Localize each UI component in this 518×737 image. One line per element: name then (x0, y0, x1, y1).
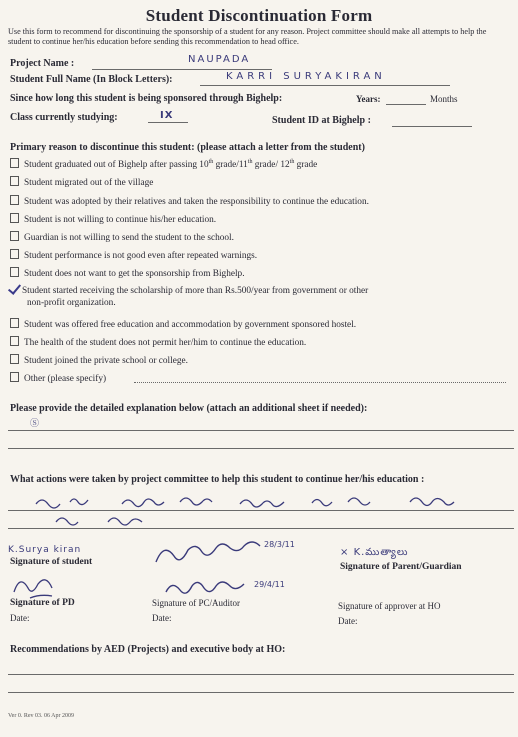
actions-label: What actions were taken by project committee to help this student to continue her/his education : (10, 474, 425, 485)
reason-option[interactable]: Student graduated out of Bighelp after passing 10th grade/11th grade/ 12th grade (10, 158, 317, 170)
pc-date: 29/4/11 (254, 580, 285, 589)
reason-option[interactable]: Student joined the private school or college. (10, 354, 188, 366)
since-label: Since how long this student is being sponsored through Bighelp: (10, 93, 283, 104)
checkbox[interactable] (10, 267, 19, 277)
student-signature-label: Signature of student (10, 557, 93, 567)
checkbox[interactable] (10, 318, 19, 328)
checkmark-icon[interactable] (10, 286, 17, 294)
project-name-label: Project Name : (10, 58, 75, 69)
student-name-value[interactable]: KARRI SURYAKIRAN (226, 71, 386, 82)
checkbox[interactable] (10, 249, 19, 259)
checkbox[interactable] (10, 213, 19, 223)
class-label: Class currently studying: (10, 112, 118, 123)
student-date: 28/3/11 (264, 540, 295, 549)
explanation-label: Please provide the detailed explanation below (attach an additional sheet if needed): (10, 403, 368, 414)
form-title: Student Discontinuation Form (145, 6, 373, 25)
approver-signature-label: Signature of approver at HO (338, 601, 441, 611)
reason-option[interactable]: The health of the student does not permit her/him to continue the education. (10, 336, 306, 348)
pd-signature-label: Signature of PD (10, 598, 75, 608)
form-intro: Use this form to recommend for discontinuing the sponsorship of a student for any reason. Project committee should make all attempts to help the student to continue her/his education before sending this recommendation to head office. (8, 27, 487, 46)
student-name-written: K.Surya kiran (8, 545, 82, 555)
reason-option[interactable]: Student migrated out of the village (10, 176, 153, 188)
handwritten-telugu-note (30, 490, 490, 530)
parent-name-written: × K.ముత్యాలు (340, 547, 409, 558)
pc-date-label: Date: (152, 613, 172, 623)
explanation-value[interactable]: Ⓢ (30, 419, 40, 429)
reason-option[interactable]: Student is not willing to continue his/her education. (10, 213, 216, 225)
form-version-code: Ver 0. Rev 03. 06 Apr 2009 (8, 713, 74, 719)
checkbox[interactable] (10, 336, 19, 346)
checkbox[interactable] (10, 158, 19, 168)
recommendations-label: Recommendations by AED (Projects) and executive body at HO: (10, 644, 286, 655)
checkbox[interactable] (10, 372, 19, 382)
project-name-value[interactable]: NAUPADA (188, 54, 251, 65)
checkbox[interactable] (10, 176, 19, 186)
months-label: Months (430, 94, 458, 104)
pd-date-label: Date: (10, 613, 30, 623)
checkbox[interactable] (10, 354, 19, 364)
reason-option[interactable]: Student was adopted by their relatives and taken the responsibility to continue the education. (10, 195, 369, 207)
reasons-heading: Primary reason to discontinue this student: (please attach a letter from the student) (10, 142, 365, 153)
reason-option-continued: non-profit organization. (27, 298, 116, 308)
parent-signature-label: Signature of Parent/Guardian (340, 562, 462, 572)
reason-option[interactable]: Student does not want to get the sponsorship from Bighelp. (10, 267, 245, 279)
student-id-label: Student ID at Bighelp : (272, 115, 371, 126)
class-value[interactable]: IX (160, 110, 174, 121)
reason-option[interactable]: Student performance is not good even after repeated warnings. (10, 249, 257, 261)
reason-option-checked[interactable]: Student started receiving the scholarship of more than Rs.500/year from government or other (10, 286, 368, 296)
checkbox[interactable] (10, 195, 19, 205)
approver-date-label: Date: (338, 616, 358, 626)
checkbox[interactable] (10, 231, 19, 241)
reason-option[interactable]: Student was offered free education and accommodation by government sponsored hostel. (10, 318, 356, 330)
reason-option[interactable]: Other (please specify) (10, 372, 106, 384)
reason-option[interactable]: Guardian is not willing to send the student to the school. (10, 231, 234, 243)
student-name-label: Student Full Name (In Block Letters): (10, 74, 173, 85)
pc-signature-label: Signature of PC/Auditor (152, 598, 240, 608)
years-label: Years: (356, 94, 381, 104)
